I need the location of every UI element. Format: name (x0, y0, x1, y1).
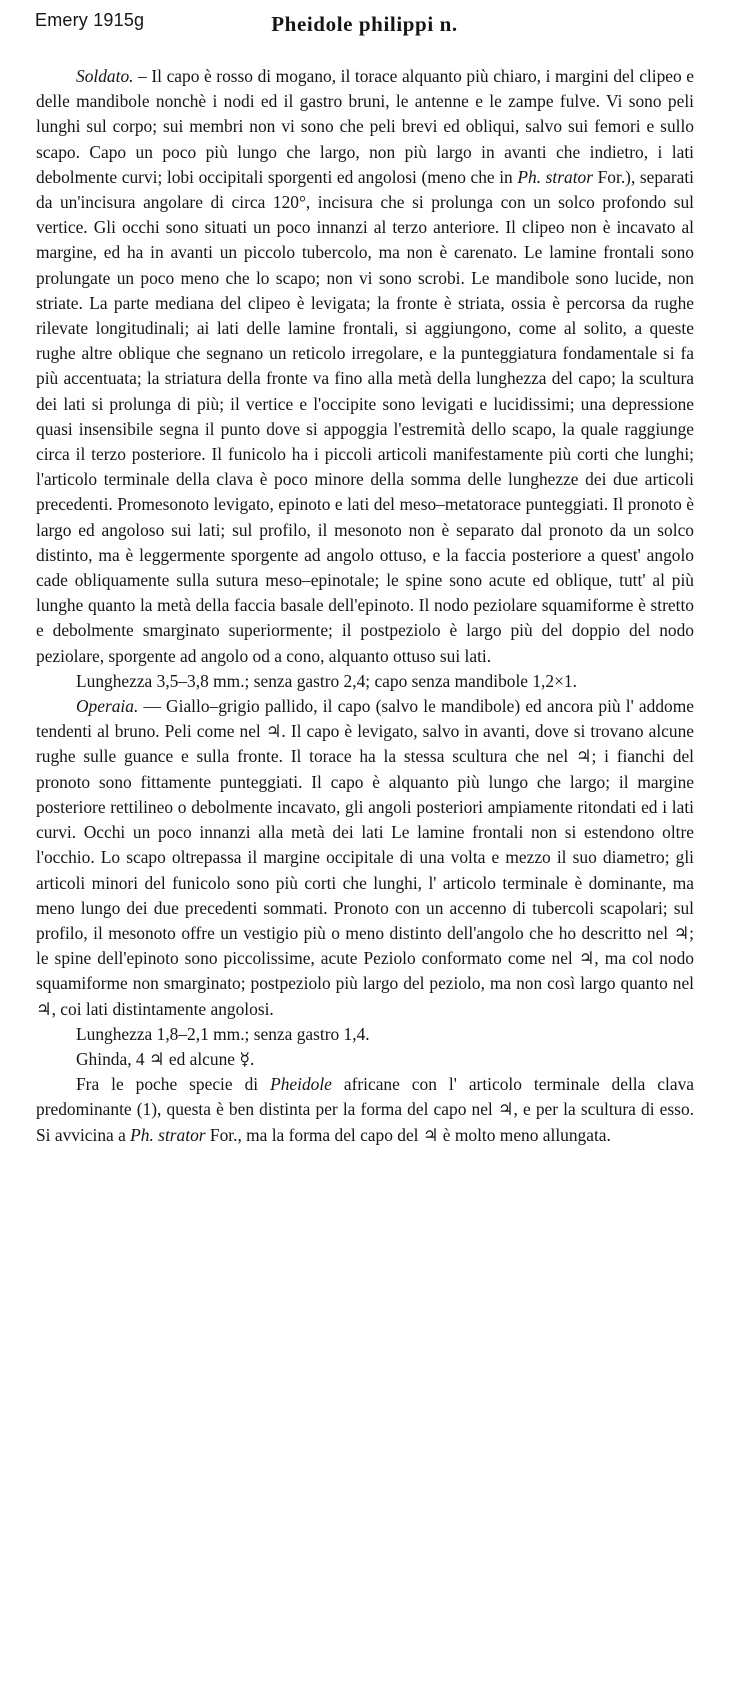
soldier-heading: Soldato. (76, 66, 134, 86)
page-header (0, 0, 729, 42)
worker-heading: Operaia. (76, 696, 139, 717)
remarks-paragraph (36, 1072, 694, 1148)
worker-dash: — (138, 696, 167, 717)
remarks-genus: Pheidole (270, 1074, 332, 1095)
document-body (36, 64, 694, 1148)
citation-label: Emery 1915g (35, 10, 145, 30)
soldier-taxon: Ph. strator (517, 166, 594, 187)
soldier-description (36, 64, 694, 669)
locality-line: Ghinda, 4 ♃ ed alcune ☿. (76, 1048, 255, 1069)
soldier-text-part2: For.), separati da un'incisura angolare di circa 120°, incisura che si prolunga con un solco profondo sul vertice. Gli occhi sono situati un poco innanzi al terzo anteriore. Il clipeo non è incavato al margine, ed ha in avanti un piccolo tubercolo, ma non è carenato. Le lamine frontali sono prolungate un poco meno che lo scapo; non vi sono scrobi. Le mandibole sono lucide, non striate. La parte mediana del clipeo è levigata; la fronte è striata, ossia è percorsa da rughe rilevate longitudinali; ai lati delle lamine frontali, si aggiungono, come al solito, a queste rughe altre oblique che segnano un reticolo irregolare, e la punteggiatura fondamentale si fa più accentuata; la striatura della fronte va fino alla metà della lunghezza del capo; la scultura dei lati si prolunga di più; il vertice e l'occipite sono levigati e lucidissimi; una depressione quasi insensibile segna il punto dove si appoggia l'estremità dello scapo, la quale raggiunge circa il terzo posteriore. Il funicolo ha i piccoli articoli manifestamente più corti che lunghi; l'articolo terminale della clava è poco minore della somma delle lunghezze dei due articoli precedenti. Promesonoto levigato, epinoto e lati del meso–metatorace punteggiati. Il pronoto è largo ed angoloso sui lati; sul profilo, il mesonoto non è separato dal pronoto da un solco distinto, ma è leggermente sporgente ad angolo ottuso, e la faccia posteriore a quest' angolo cade obliquamente sulla sutura meso–epinotale; le spine sono acute ed oblique, tutt' al più lunghe quanto la metà della faccia basale dell'epinoto. Il nodo peziolare squamiforme è stretto e debolmente smarginato superiormente; il postpeziolo è largo più del doppio del nodo peziolare, sporgente ad angolo od a cono, alquanto ottuso sui lati. (36, 166, 694, 666)
remarks-text-part2: africane con l' articolo terminale della clava predominante (1), questa è ben distinta per la forma del capo nel ♃, e per la scultura di esso. Si avvicina a (36, 1074, 694, 1145)
worker-measurements: Lunghezza 1,8–2,1 mm.; senza gastro 1,4. (76, 1023, 370, 1044)
remarks-taxon: Ph. strator (130, 1124, 206, 1145)
soldier-text-part1: Il capo è rosso di mogano, il torace alquanto più chiaro, i margini del clipeo e delle mandibole nonchè i nodi ed il gastro bruni, le antenne e le zampe fulve. Vi sono peli lunghi sul corpo; sui membri non vi sono che peli brevi ed obliqui, salvo sui femori e sullo scapo. Capo un poco più lungo che largo, non più largo in avanti che indietro, i lati debolmente curvi; lobi occipitali sporgenti ed angolosi (meno che in (36, 66, 694, 187)
page-title: Pheidole philippi n. (271, 12, 458, 36)
worker-description (36, 694, 694, 1022)
soldier-measurements: Lunghezza 3,5–3,8 mm.; senza gastro 2,4; capo senza mandibole 1,2×1. (76, 670, 577, 691)
soldier-dash: – (133, 66, 152, 86)
worker-text: Giallo–grigio pallido, il capo (salvo le mandibole) ed ancora più l' addome tendenti al bruno. Peli come nel ♃. Il capo è levigato, salvo in avanti, dove si trovano alcune rughe sulle guance e sulla fronte. Il torace ha la stessa scultura che nel ♃; i fianchi del pronoto sono fittamente punteggiati. Il capo è alquanto più lungo che largo; il margine posteriore rettilineo o debolmente incavato, gli angoli posteriori ampiamente ritondati ed i lati curvi. Occhi un poco innanzi alla metà dei lati Le lamine frontali non si estendono oltre l'occhio. Lo scapo oltrepassa il margine occipitale di una volta e mezzo il suo diametro; gli articoli minori del funicolo sono più corti che lunghi, l' articolo terminale è dominante, ma meno lungo dei due precedenti sommati. Pronoto con un accenno di tubercoli scapolari; sul profilo, il mesonoto offre un vestigio più o meno distinto dell'angolo che ho descritto nel ♃; le spine dell'epinoto sono piccolissime, acute Peziolo conformato come nel ♃, ma col nodo squamiforme non smarginato; postpeziolo più largo del peziolo, ma non così largo quanto nel ♃, coi lati distintamente angolosi. (36, 696, 694, 1019)
remarks-text-part1: Fra le poche specie di (76, 1074, 271, 1095)
remarks-text-part3: For., ma la forma del capo del ♃ è molto meno allungata. (205, 1124, 611, 1145)
